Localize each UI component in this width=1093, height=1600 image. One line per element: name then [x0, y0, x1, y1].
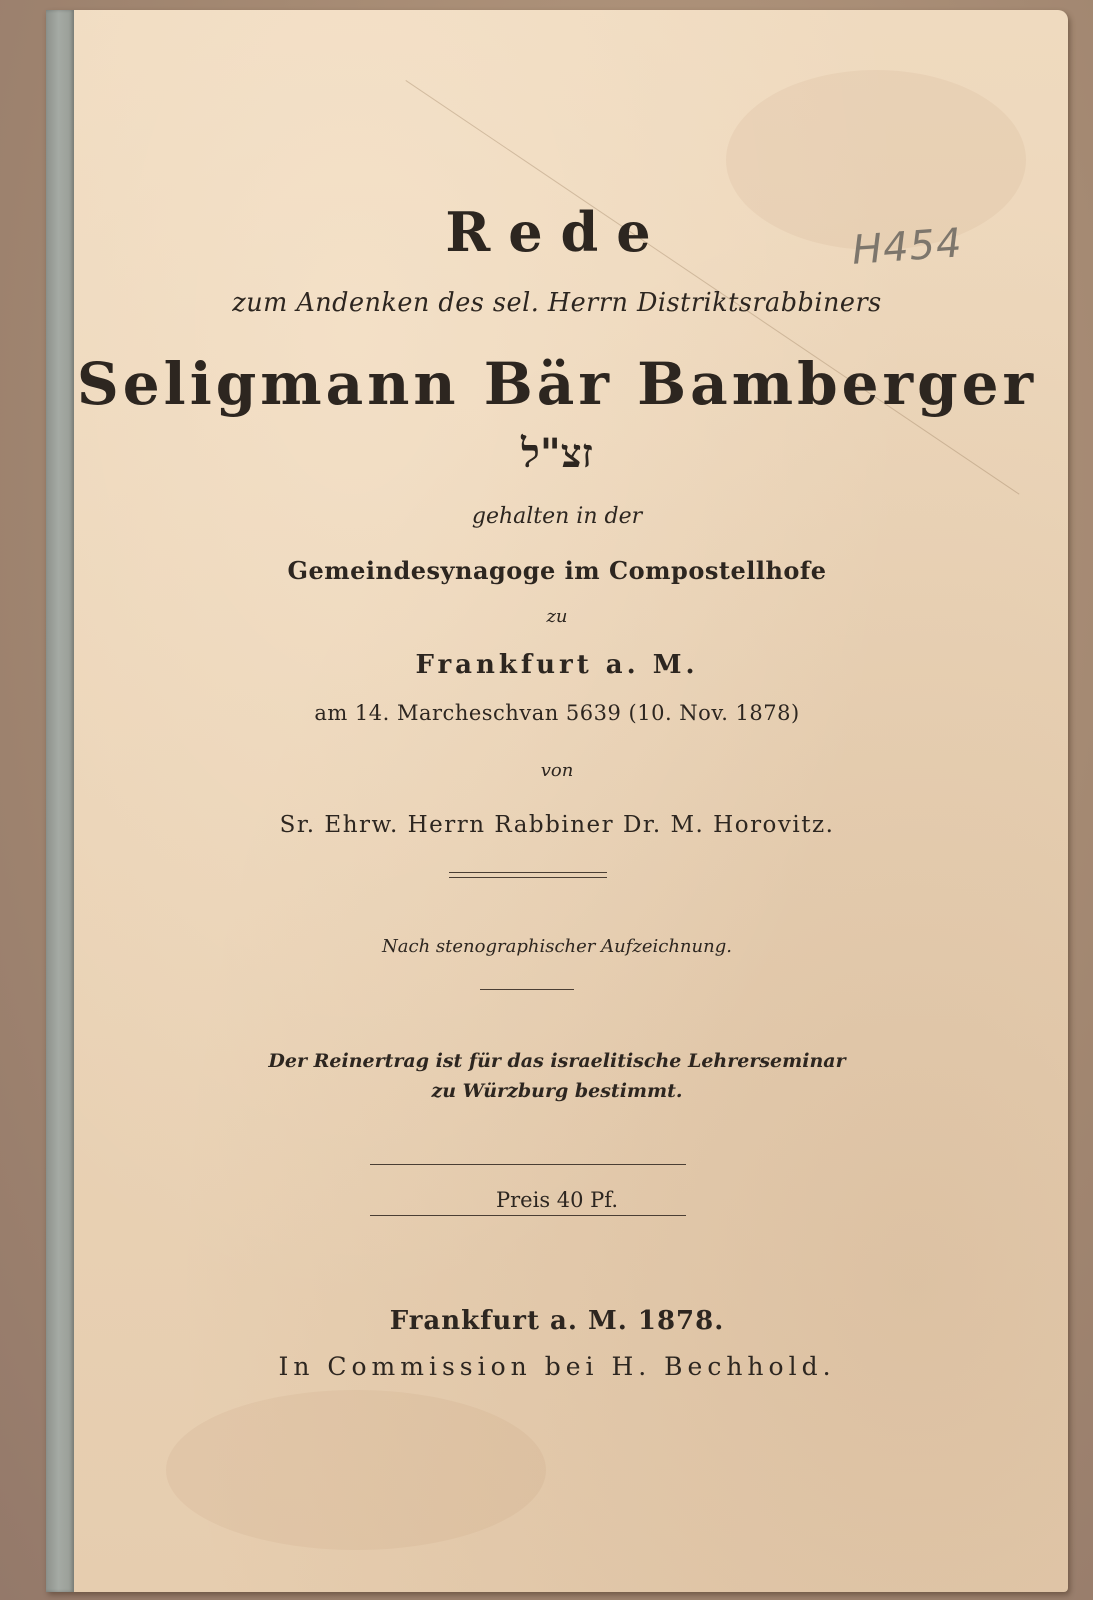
date-line: am 14. Marcheschvan 5639 (10. Nov. 1878) [314, 701, 800, 725]
subtitle: zum Andenken des sel. Herrn Distriktsrabbiners [232, 288, 882, 318]
von-line: von [540, 760, 574, 781]
price-rule-bottom [370, 1215, 686, 1216]
proceeds-line-1: Der Reinertrag ist für das israelitische Lehrerseminar [268, 1050, 846, 1072]
honoree-name: Seligmann Bär Bamberger [76, 350, 1038, 418]
imprint-line-1: Frankfurt a. M. 1878. [389, 1306, 725, 1336]
double-rule-bottom [449, 877, 607, 878]
short-rule [480, 989, 574, 990]
city-line: Frankfurt a. M. [415, 650, 699, 680]
price-line: Preis 40 Pf. [496, 1188, 618, 1212]
imprint-line-2: In Commission bei H. Bechhold. [278, 1352, 836, 1381]
title: Rede [445, 200, 669, 264]
price-rule-top [370, 1164, 686, 1165]
proceeds-line-2: zu Würzburg bestimmt. [431, 1080, 683, 1102]
paper-stain [166, 1390, 546, 1550]
hebrew-abbreviation: זצ"ל [521, 430, 593, 477]
pamphlet-cover [46, 10, 1068, 1592]
transcription-note: Nach stenographischer Aufzeichnung. [382, 936, 732, 957]
venue-line: Gemeindesynagoge im Compostellhofe [287, 556, 827, 585]
double-rule-top [449, 872, 607, 873]
handwritten-note: H454 [850, 220, 964, 274]
zu-line: zu [546, 606, 568, 627]
author-line: Sr. Ehrw. Herrn Rabbiner Dr. M. Horovitz. [279, 812, 835, 838]
held-in-line: gehalten in der [471, 504, 643, 529]
